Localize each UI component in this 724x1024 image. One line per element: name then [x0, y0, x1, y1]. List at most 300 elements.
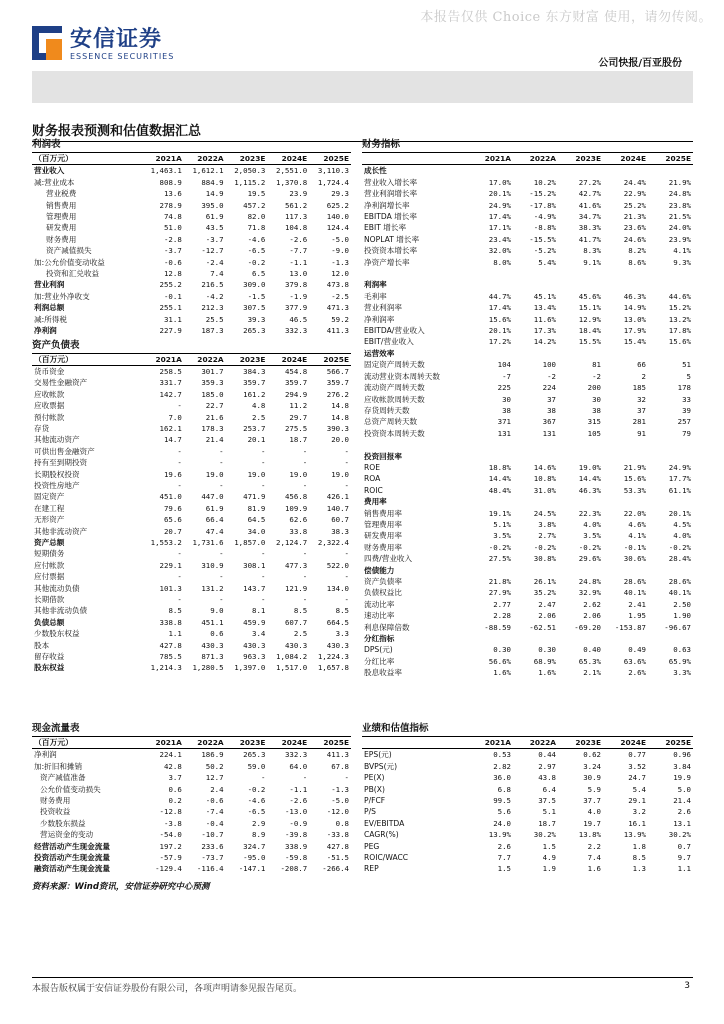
- row-value: -1.1: [289, 257, 308, 267]
- indicators-panel: [362, 138, 693, 679]
- valuation-table-body: [362, 737, 693, 875]
- column-header-row: [362, 737, 693, 749]
- row-value: 281: [632, 417, 646, 427]
- table-row: [362, 656, 693, 667]
- row-value: 5: [686, 371, 691, 381]
- row-value: 1,517.0: [276, 663, 308, 673]
- row-value: -: [344, 458, 349, 468]
- row-value: 23.4%: [488, 234, 511, 244]
- empty-cell: [603, 633, 648, 644]
- row-value: -0.4: [205, 818, 224, 828]
- row-value: -3.7: [163, 246, 182, 256]
- empty-cell: [648, 348, 693, 359]
- row-value: 224.1: [159, 750, 182, 760]
- row-value: -12.0: [326, 807, 349, 817]
- indicators-title: 财务指标: [362, 138, 693, 153]
- indicators-table-body: [362, 153, 693, 679]
- row-value: -0.2%: [668, 542, 691, 552]
- row-value: 1,612.1: [192, 166, 224, 176]
- row-value: 359.7: [243, 378, 266, 388]
- row-value: 2.6: [677, 807, 691, 817]
- row-value: -: [260, 572, 266, 582]
- row-value: 1,214.3: [150, 663, 182, 673]
- row-value: 430.3: [284, 640, 308, 650]
- empty-cell: [648, 165, 693, 177]
- row-value: 61.1%: [668, 485, 691, 495]
- row-value: 59.0: [247, 761, 266, 771]
- row-value: 66: [637, 360, 646, 370]
- row-value: 27.5%: [488, 554, 511, 564]
- table-row: [32, 423, 351, 434]
- row-label: 长期股权投资: [34, 469, 80, 479]
- row-value: 33: [682, 394, 691, 404]
- row-value: 5.4%: [538, 257, 556, 267]
- row-label: 投资活动产生现金流量: [34, 853, 110, 863]
- section-row: [362, 451, 693, 462]
- row-value: 19.0: [247, 469, 266, 479]
- row-label: ROIC: [364, 485, 383, 495]
- empty-cell: [558, 348, 603, 359]
- row-value: 625.2: [326, 200, 349, 210]
- row-value: 359.7: [284, 378, 308, 388]
- row-value: 265.3: [243, 750, 266, 760]
- row-value: 8.0%: [493, 257, 511, 267]
- year-header: 2025E: [648, 737, 693, 749]
- row-value: -15.5%: [529, 234, 556, 244]
- table-row: [362, 576, 693, 587]
- row-label: 股东权益: [34, 663, 65, 673]
- row-value: 21.6: [205, 412, 224, 422]
- row-value: 21.4: [205, 435, 224, 445]
- row-label: 净利润: [34, 326, 57, 336]
- table-row: [362, 314, 693, 325]
- row-value: 6.5: [252, 269, 266, 279]
- table-row: [32, 377, 351, 388]
- row-value: 23.9: [289, 189, 308, 199]
- row-value: 38: [502, 405, 511, 415]
- row-value: 65.6: [163, 515, 182, 525]
- row-value: -: [177, 549, 182, 559]
- row-value: 338.9: [284, 841, 308, 851]
- cashflow-table: [32, 737, 351, 875]
- row-value: 24.5%: [533, 508, 556, 518]
- row-label: 资产总额: [34, 538, 65, 547]
- row-value: 1,370.8: [276, 177, 308, 187]
- row-value: 2.5: [293, 629, 308, 639]
- row-value: 186.9: [201, 750, 224, 760]
- row-label: 营运资金的变动: [40, 830, 94, 840]
- row-value: 7.4: [210, 269, 224, 279]
- row-label: 减:所得税: [34, 314, 67, 324]
- row-value: 3.84: [673, 761, 691, 771]
- section-row: [362, 496, 693, 507]
- row-value: 0.53: [493, 750, 511, 760]
- row-label: 融资活动产生现金流量: [34, 864, 110, 874]
- empty-cell: [468, 439, 513, 450]
- row-value: 17.8%: [668, 326, 691, 336]
- row-value: 32.0%: [488, 246, 511, 256]
- row-value: 37: [547, 394, 556, 404]
- row-value: 1,224.3: [317, 652, 349, 662]
- row-value: 30.8%: [533, 554, 556, 564]
- row-value: -0.1: [163, 291, 182, 301]
- table-row: [362, 829, 693, 840]
- row-value: 134.0: [326, 583, 349, 593]
- row-value: 0.6: [210, 629, 224, 639]
- row-value: -: [302, 773, 308, 783]
- page-title: 财务报表预测和估值数据汇总: [32, 120, 693, 142]
- row-value: 131: [542, 428, 556, 438]
- section-label: 运营效率: [364, 348, 395, 358]
- table-row: [362, 806, 693, 817]
- footer-divider: [32, 977, 693, 978]
- table-row: [362, 405, 693, 416]
- row-value: 17.4%: [488, 303, 511, 313]
- empty-cell: [648, 633, 693, 644]
- row-value: 0.49: [628, 645, 646, 655]
- row-value: -: [344, 480, 349, 490]
- row-value: 28.6%: [623, 577, 646, 586]
- row-value: -: [260, 549, 266, 559]
- row-value: 19.7: [583, 818, 601, 828]
- row-value: 395.0: [201, 200, 224, 210]
- row-value: 27.2%: [578, 177, 601, 187]
- row-value: 24.6%: [623, 234, 646, 244]
- column-header-row: [32, 737, 351, 749]
- row-value: 185.0: [201, 389, 224, 399]
- row-value: 477.3: [284, 560, 308, 570]
- row-label: 股本: [34, 640, 50, 650]
- row-value: -2.5: [331, 291, 349, 301]
- row-value: 6.8: [497, 784, 511, 794]
- row-value: 13.2%: [668, 314, 691, 324]
- row-value: 81: [592, 360, 601, 370]
- row-value: 2.4: [210, 784, 224, 794]
- row-value: 178.3: [201, 423, 224, 433]
- table-row: [32, 302, 351, 313]
- table-row: [32, 188, 351, 199]
- brand-logo-icon: [32, 26, 62, 60]
- row-value: 307.5: [243, 303, 266, 313]
- row-value: 19.0: [331, 469, 349, 479]
- row-label: 其他非流动资产: [34, 526, 88, 536]
- row-value: 430.3: [201, 640, 224, 650]
- row-value: 276.2: [326, 389, 349, 399]
- row-label: 四费/营业收入: [364, 554, 413, 564]
- row-value: -: [260, 446, 266, 456]
- row-value: 4.1%: [673, 246, 691, 256]
- row-value: 41.6%: [578, 200, 601, 210]
- row-value: 131.2: [201, 583, 224, 593]
- income-panel: [32, 138, 351, 674]
- row-value: -: [344, 446, 349, 456]
- row-label: 管理费用率: [364, 519, 402, 529]
- page-number: 3: [684, 981, 690, 991]
- row-value: -2: [547, 371, 556, 381]
- row-value: 20.7: [163, 526, 182, 536]
- income-table: [32, 153, 351, 337]
- row-value: 607.7: [284, 617, 308, 627]
- table-row: [32, 177, 351, 188]
- row-value: 27.9%: [488, 588, 511, 598]
- row-value: 24.7: [628, 773, 646, 783]
- row-value: 161.2: [243, 389, 266, 399]
- row-value: 301.7: [201, 366, 224, 376]
- table-row: [32, 571, 351, 582]
- row-value: 227.9: [159, 326, 182, 336]
- row-value: 2.7%: [538, 531, 556, 541]
- row-value: 13.4%: [533, 303, 556, 313]
- year-header: 2023E: [226, 354, 268, 366]
- row-value: 258.5: [159, 366, 182, 376]
- row-value: 0.8: [335, 818, 349, 828]
- empty-cell: [468, 451, 513, 462]
- row-label: 毛利率: [364, 291, 387, 301]
- row-value: 8.1: [252, 606, 266, 616]
- row-label: 减:营业成本: [34, 177, 75, 187]
- row-value: 131: [497, 428, 511, 438]
- row-label: 销售费用率: [364, 508, 402, 518]
- row-value: -: [219, 595, 224, 605]
- table-row: [362, 200, 693, 211]
- row-value: 143.7: [243, 583, 266, 593]
- row-value: 20.0: [331, 435, 349, 445]
- empty-cell: [558, 565, 603, 576]
- empty-cell: [558, 496, 603, 507]
- row-value: 104: [497, 360, 511, 370]
- row-value: 24.8%: [578, 577, 601, 586]
- row-label: P/FCF: [364, 796, 386, 806]
- income-table-body: [32, 153, 351, 337]
- row-value: 15.6%: [488, 314, 511, 324]
- row-value: 64.0: [289, 761, 308, 771]
- row-value: 332.3: [284, 750, 308, 760]
- row-value: 1,084.2: [276, 652, 308, 662]
- row-label: 应收帐款周转天数: [364, 394, 425, 404]
- table-row: [362, 772, 693, 783]
- table-row: [362, 291, 693, 302]
- row-value: 32: [637, 394, 646, 404]
- row-value: 212.3: [201, 303, 224, 313]
- row-value: 1.1: [677, 864, 691, 874]
- row-value: 19.0: [289, 469, 308, 479]
- empty-cell: [513, 348, 558, 359]
- table-row: [362, 485, 693, 496]
- row-value: 45.1%: [533, 291, 556, 301]
- row-value: 28.4%: [668, 554, 691, 564]
- row-value: 74.8: [163, 212, 182, 222]
- row-value: -2.4: [205, 257, 224, 267]
- row-label: 利息保障倍数: [364, 622, 410, 632]
- table-row: [32, 537, 351, 548]
- row-value: 664.5: [326, 617, 349, 627]
- row-value: 14.9%: [623, 303, 646, 313]
- row-label: 其他流动资产: [34, 435, 80, 445]
- row-value: 11.2: [289, 401, 308, 411]
- row-value: -7.7: [289, 246, 308, 256]
- row-value: 4.9: [542, 853, 556, 863]
- row-value: 63.6%: [623, 656, 646, 666]
- row-value: 255.2: [159, 280, 182, 290]
- table-row: [32, 806, 351, 817]
- row-value: 20.1%: [668, 508, 691, 518]
- row-value: 65.3%: [578, 656, 601, 666]
- row-value: -: [302, 595, 308, 605]
- row-value: 454.8: [284, 366, 308, 376]
- row-label: EBITDA/营业收入: [364, 326, 425, 336]
- row-value: 4.6%: [628, 519, 646, 529]
- unit-label: （百万元）: [32, 737, 142, 749]
- row-value: 3.52: [628, 761, 646, 771]
- row-value: -: [219, 446, 224, 456]
- row-value: 21.3%: [623, 212, 646, 222]
- row-value: -: [219, 458, 224, 468]
- row-value: 1,724.4: [317, 177, 349, 187]
- row-value: -13.0: [284, 807, 308, 817]
- row-value: 1.6%: [538, 668, 556, 678]
- row-label: BVPS(元): [364, 761, 398, 771]
- empty-cell: [603, 565, 648, 576]
- table-row: [32, 829, 351, 840]
- row-value: 1,657.8: [317, 663, 349, 673]
- table-row: [32, 389, 351, 400]
- row-value: 29.1: [628, 796, 646, 806]
- row-value: 963.3: [243, 652, 266, 662]
- table-row: [362, 245, 693, 256]
- row-value: 47.4: [205, 526, 224, 536]
- row-value: 31.0%: [533, 485, 556, 495]
- row-label: 净利润增长率: [364, 200, 410, 210]
- table-row: [362, 257, 693, 268]
- row-value: 5.1%: [493, 519, 511, 529]
- row-value: -116.4: [196, 864, 224, 874]
- table-row: [362, 530, 693, 541]
- cashflow-panel: [32, 722, 351, 875]
- table-row: [32, 412, 351, 423]
- table-row: [362, 302, 693, 313]
- row-value: 379.8: [284, 280, 308, 290]
- empty-cell: [648, 439, 693, 450]
- row-value: 38: [592, 405, 601, 415]
- empty-cell: [513, 633, 558, 644]
- row-value: 459.9: [243, 617, 266, 627]
- row-value: 0.96: [673, 750, 691, 760]
- row-label: 股息收益率: [364, 668, 402, 678]
- row-value: 1,463.1: [150, 166, 182, 176]
- row-value: -: [219, 549, 224, 559]
- table-row: [32, 863, 351, 874]
- table-row: [362, 599, 693, 610]
- row-value: 140.0: [326, 212, 349, 222]
- row-value: 21.9%: [623, 462, 646, 472]
- row-value: -1.1: [289, 784, 308, 794]
- row-label: 负债权益比: [364, 588, 402, 598]
- table-row: [362, 234, 693, 245]
- row-value: -0.2: [247, 257, 266, 267]
- year-header: 2023E: [558, 153, 603, 165]
- table-row: [362, 852, 693, 863]
- income-title: 利润表: [32, 138, 351, 153]
- row-label: 加:公允价值变动收益: [34, 257, 105, 267]
- row-label: P/S: [364, 807, 376, 817]
- row-value: 0.77: [628, 750, 646, 760]
- empty-cell: [648, 268, 693, 279]
- row-value: 430.3: [243, 640, 266, 650]
- row-label: 货币资金: [34, 366, 65, 376]
- row-value: 25.2%: [623, 200, 646, 210]
- row-value: -: [177, 458, 182, 468]
- row-value: 2.77: [493, 599, 511, 609]
- row-value: 41.7%: [578, 234, 601, 244]
- row-value: 67.8: [331, 761, 349, 771]
- row-value: 46.5: [289, 314, 308, 324]
- row-value: -0.1%: [623, 542, 646, 552]
- row-value: 457.2: [243, 200, 266, 210]
- year-header: 2024E: [267, 354, 309, 366]
- row-value: 233.6: [201, 841, 224, 851]
- row-value: 82.0: [247, 212, 266, 222]
- row-value: 0.6: [168, 784, 182, 794]
- valuation-table: [362, 737, 693, 875]
- row-value: 34.0: [247, 526, 266, 536]
- row-value: 101.3: [159, 583, 182, 593]
- row-label: 在建工程: [34, 503, 65, 513]
- row-label: 利润总额: [34, 303, 65, 313]
- table-row: [32, 617, 351, 628]
- row-label: 投资性房地产: [34, 480, 80, 490]
- row-value: -: [260, 458, 266, 468]
- section-row: [362, 165, 693, 177]
- row-value: 9.0: [210, 606, 224, 616]
- row-label: ROA: [364, 474, 381, 484]
- row-value: 8.5: [632, 853, 646, 863]
- row-value: 456.8: [284, 492, 308, 502]
- row-value: 808.9: [159, 177, 182, 187]
- row-value: 44.7%: [488, 291, 511, 301]
- row-label: 投资收益: [40, 807, 71, 817]
- empty-cell: [513, 268, 558, 279]
- row-value: 56.6%: [488, 656, 511, 666]
- row-value: 1,115.2: [234, 177, 266, 187]
- row-value: 18.7: [538, 818, 556, 828]
- row-label: 加:营业外净收支: [34, 291, 90, 301]
- section-label: 分红指标: [364, 634, 395, 644]
- row-value: 451.1: [201, 617, 224, 627]
- row-label: 营业收入: [34, 166, 65, 176]
- row-value: -147.1: [238, 864, 266, 874]
- row-label: PE(X): [364, 773, 385, 783]
- row-value: 0.62: [583, 750, 601, 760]
- report-tag: 公司快报/百亚股份: [598, 58, 682, 69]
- section-label: 利润率: [364, 280, 387, 290]
- row-value: 34.7%: [578, 212, 601, 222]
- row-value: 51.0: [163, 223, 182, 233]
- section-row: [362, 279, 693, 290]
- row-value: -12.8: [159, 807, 182, 817]
- row-value: 16.1: [628, 818, 646, 828]
- row-value: 14.8: [331, 412, 349, 422]
- row-value: 785.5: [159, 652, 182, 662]
- row-value: 2.50: [673, 599, 691, 609]
- row-value: -: [260, 773, 266, 783]
- row-label: 速动比率: [364, 611, 395, 621]
- row-value: -: [302, 572, 308, 582]
- spacer-row: [362, 268, 693, 279]
- row-value: 23.8%: [668, 200, 691, 210]
- unit-label: （百万元）: [32, 354, 142, 366]
- row-value: 15.6%: [668, 337, 691, 347]
- row-value: 1.9: [542, 864, 556, 874]
